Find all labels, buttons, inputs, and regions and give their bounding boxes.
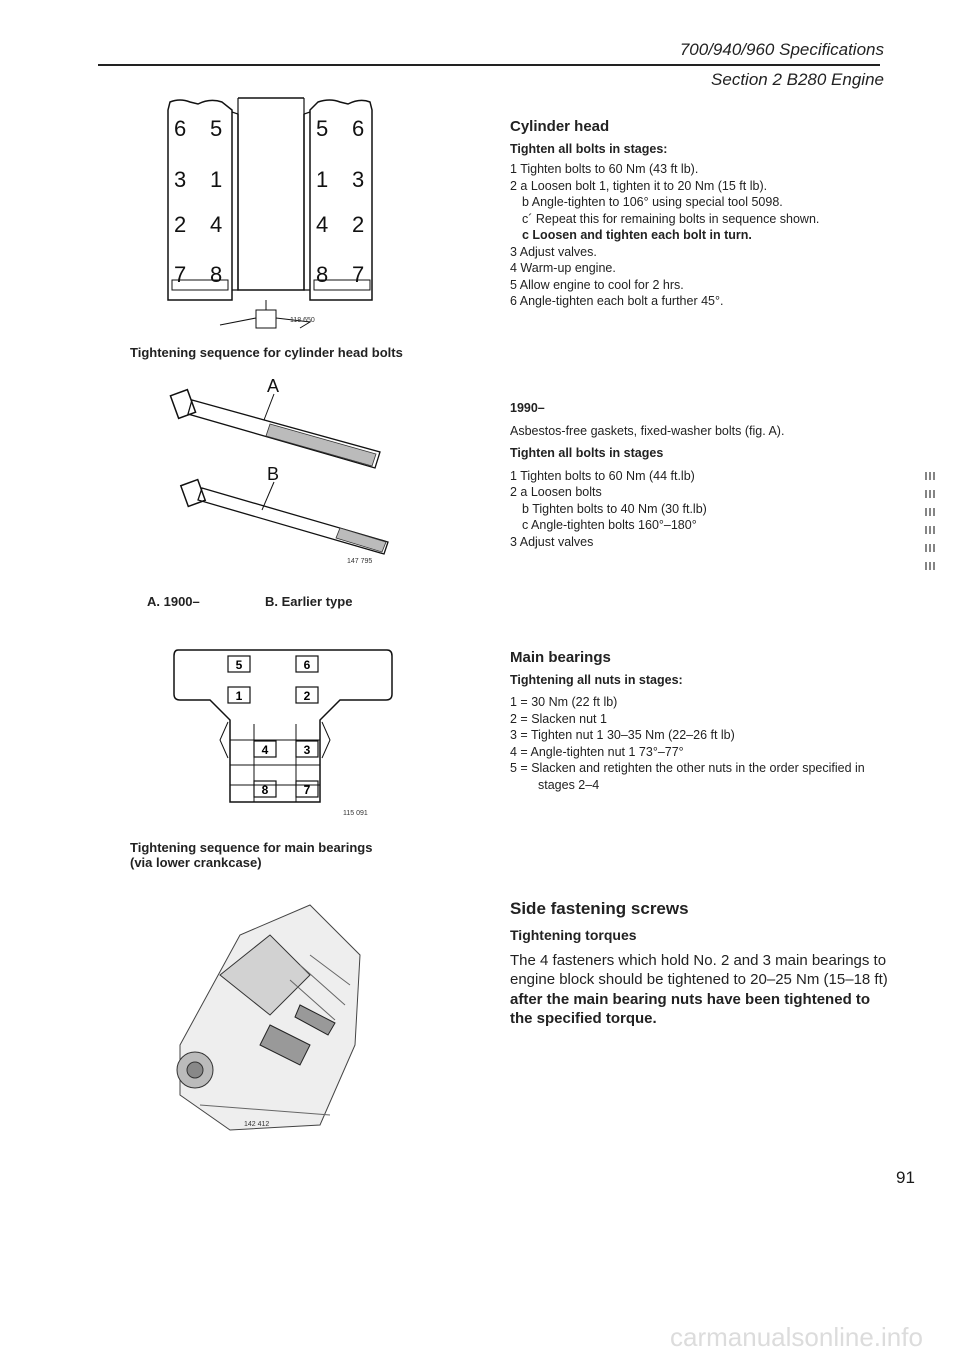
bolt-number: 6 [174,116,187,141]
bolt-number: 6 [352,116,365,141]
section-title: Main bearings [510,649,611,666]
bolt-number: 4 [210,212,223,237]
engine-block-drawing [160,895,370,1140]
section-body [510,951,895,1029]
section-subtitle: Tighten all bolts in stages: [510,141,668,156]
list-item: 3 Adjust valves [510,534,594,549]
header-title: 700/940/960 Specifications [679,40,884,59]
list-item: 1 Tighten bolts to 60 Nm (44 ft.lb) [510,468,695,483]
list-item: 4 = Angle-tighten nut 1 73°–77° [510,744,684,759]
cylinder-head-diagram [160,90,400,335]
figure-caption: Tightening sequence for cylinder head bolts [130,345,403,360]
figure-caption: Tightening sequence for main bearings [130,840,373,855]
nut-number: 2 [303,689,311,703]
nut-number: 6 [303,658,311,672]
nut-number: 1 [235,689,243,703]
bolt-number: 2 [174,212,187,237]
list-item: 6 Angle-tighten each bolt a further 45°. [510,294,724,309]
list-item: 3 Adjust valves. [510,244,597,259]
bolt-number: 8 [210,262,223,287]
figure-caption-b: B. Earlier type [265,594,353,609]
figure-code: 147 795 [347,558,373,565]
section-title: Cylinder head [510,118,610,135]
bolt-number: 4 [316,212,329,237]
watermark: carmanualsonline.info [670,1322,923,1352]
margin-tab-marks [924,472,938,582]
list-item: 5 Allow engine to cool for 2 hrs. [510,277,684,292]
bolt-number: 1 [316,167,329,192]
figure-code: 115 091 [343,810,368,817]
y1990-section [510,400,900,550]
bolt-number: 7 [352,262,365,287]
list-item: 1 = 30 Nm (22 ft lb) [510,695,618,710]
nut-number: 7 [303,783,311,797]
body-text-bold: after the main bearing nuts have been tightened to the specified torque. [510,990,871,1028]
bolt-number: 5 [316,116,329,141]
bolt-number: 7 [174,262,187,287]
bolt-number: 2 [352,212,365,237]
list-item: c Loosen and tighten each bolt in turn. [522,228,752,243]
list-item: stages 2–4 [538,777,600,792]
step-list [510,468,900,551]
bolt-number: 1 [210,167,223,192]
list-item: c Angle-tighten bolts 160°–180° [522,518,697,532]
bolt-number: 3 [174,167,187,192]
step-list [510,161,900,310]
nut-number: 5 [235,658,243,672]
side-screws-section [510,898,895,1029]
bolt-b-label: B [267,464,280,484]
header-section: Section 2 B280 Engine [711,70,884,89]
section-subtitle: Tightening torques [510,927,637,944]
main-bearing-diagram [170,640,395,820]
page-number: 91 [896,1168,915,1187]
list-item: c´ Repeat this for remaining bolts in sequence shown. [522,211,820,226]
list-item: b Tighten bolts to 40 Nm (30 ft.lb) [522,501,707,516]
bolt-number: 3 [352,167,365,192]
figure-caption-a: A. 1900– [147,594,200,609]
step-list [510,694,900,793]
body-text: The 4 fasteners which hold No. 2 and 3 main bearings to engine block should be tightened to 20–25 Nm (15–18 ft) [510,951,888,989]
nut-number: 3 [303,743,311,757]
list-item: 5 = Slacken and retighten the other nuts in the order specified in [510,761,865,776]
main-bearings-section [510,648,900,793]
figure-code: 118 650 [290,317,315,324]
cylinder-head-section [510,117,900,310]
section-intro: Asbestos-free gaskets, fixed-washer bolts (fig. A). [510,423,785,438]
bolt-comparison-diagram [170,370,400,570]
list-item: 2 a Loosen bolts [510,485,602,499]
figure-caption: (via lower crankcase) [130,855,262,870]
bolt-number: 8 [316,262,329,287]
section-subtitle: Tightening all nuts in stages: [510,672,683,687]
bolt-a-label: A [267,376,280,396]
bolt-number: 5 [210,116,223,141]
list-item: 4 Warm-up engine. [510,261,616,276]
list-item: 1 Tighten bolts to 60 Nm (43 ft lb). [510,162,699,177]
list-item: 2 = Slacken nut 1 [510,711,607,726]
figure-code: 142 412 [244,1121,270,1128]
list-item: 3 = Tighten nut 1 30–35 Nm (22–26 ft lb) [510,728,735,743]
list-item: 2 a Loosen bolt 1, tighten it to 20 Nm (15 ft lb). [510,178,768,193]
section-title: 1990– [510,401,545,415]
section-subtitle: Tighten all bolts in stages [510,446,664,460]
section-title: Side fastening screws [510,899,689,918]
nut-number: 8 [261,783,269,797]
header-rule [98,64,880,66]
list-item: b Angle-tighten to 106° using special tool 5098. [522,195,783,210]
nut-number: 4 [261,743,269,757]
